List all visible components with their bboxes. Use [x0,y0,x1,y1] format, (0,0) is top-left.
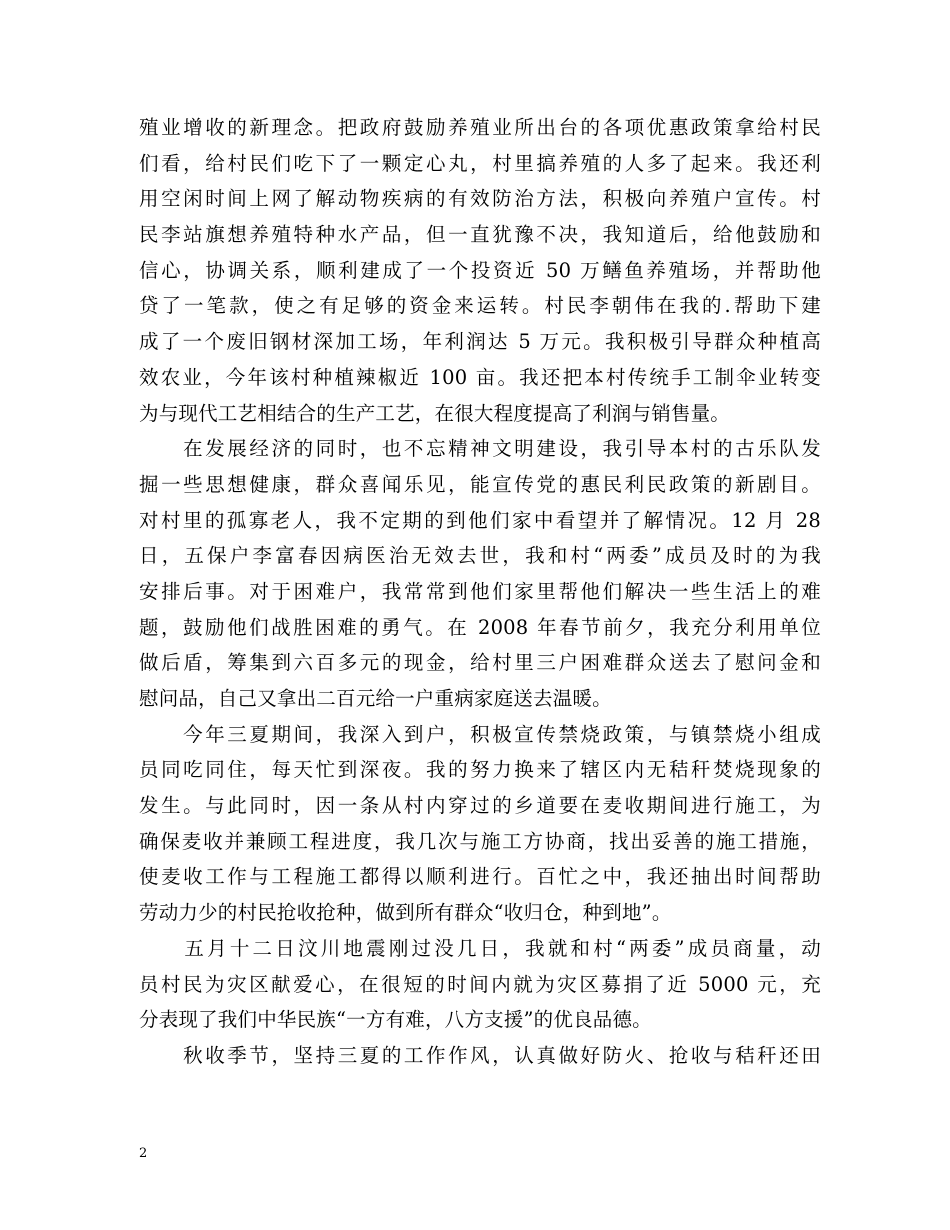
text-line: 贷了一笔款，使之有足够的资金来运转。村民李朝伟在我的.帮助下建 [139,294,821,318]
text-line: 掘一些思想健康，群众喜闻乐见，能宣传党的惠民利民政策的新剧目。 [139,472,821,496]
text-line: 成了一个废旧钢材深加工场，年利润达 5 万元。我积极引导群众种植高 [139,330,821,354]
text-line: 殖业增收的新理念。把政府鼓励养殖业所出台的各项优惠政策拿给村民 [139,116,821,139]
page-number: 2 [139,1146,148,1161]
text-line: 对村里的孤寡老人，我不定期的到他们家中看望并了解情况。12 月 28 [139,508,821,532]
text-line: 日，五保户李富春因病医治无效去世，我和村“两委”成员及时的为我 [139,544,821,568]
text-line: 为与现代工艺相结合的生产工艺，在很大程度提高了利润与销售量。 [139,401,731,425]
text-line: 信心，协调关系，顺利建成了一个投资近 50 万鳝鱼养殖场，并帮助他 [139,258,821,282]
text-line: 分表现了我们中华民族“一方有难，八方支援”的优良品德。 [139,1008,652,1032]
text-line: 做后盾，筹集到六百多元的现金，给村里三户困难群众送去了慰问金和 [139,651,821,675]
text-line: 题，鼓励他们战胜困难的勇气。在 2008 年春节前夕，我充分利用单位 [139,615,821,639]
text-line: 使麦收工作与工程施工都得以顺利进行。百忙之中，我还抽出时间帮助 [139,865,821,889]
text-line: 秋收季节，坚持三夏的工作作风，认真做好防火、抢收与秸秆还田 [139,1043,821,1067]
text-line: 民李站旗想养殖特种水产品，但一直犹豫不决，我知道后，给他鼓励和 [139,223,821,247]
text-line: 效农业，今年该村种植辣椒近 100 亩。我还把本村传统手工制伞业转变 [139,365,821,389]
text-line: 劳动力少的村民抢收抢种，做到所有群众“收归仓，种到地”。 [139,901,672,925]
body-text [139,110,821,1074]
text-line: 五月十二日汶川地震刚过没几日，我就和村“两委”成员商量，动 [139,936,821,960]
text-line: 在发展经济的同时，也不忘精神文明建设，我引导本村的古乐队发 [139,437,821,461]
text-line: 员同吃同住，每天忙到深夜。我的努力换来了辖区内无秸秆焚烧现象的 [139,758,821,782]
text-line: 用空闲时间上网了解动物疾病的有效防治方法，积极向养殖户宣传。村 [139,187,821,211]
text-line: 安排后事。对于困难户，我常常到他们家里帮他们解决一些生活上的难 [139,579,821,603]
text-line: 今年三夏期间，我深入到户，积极宣传禁烧政策，与镇禁烧小组成 [139,722,821,746]
text-line: 们看，给村民们吃下了一颗定心丸，村里搞养殖的人多了起来。我还利 [139,151,821,175]
text-line: 发生。与此同时，因一条从村内穿过的乡道要在麦收期间进行施工，为 [139,794,821,818]
text-line: 确保麦收并兼顾工程进度，我几次与施工方协商，找出妥善的施工措施， [139,829,821,853]
text-line: 慰问品，自己又拿出二百元给一户重病家庭送去温暖。 [139,687,612,710]
text-line: 员村民为灾区献爱心，在很短的时间内就为灾区募捐了近 5000 元，充 [139,972,821,996]
